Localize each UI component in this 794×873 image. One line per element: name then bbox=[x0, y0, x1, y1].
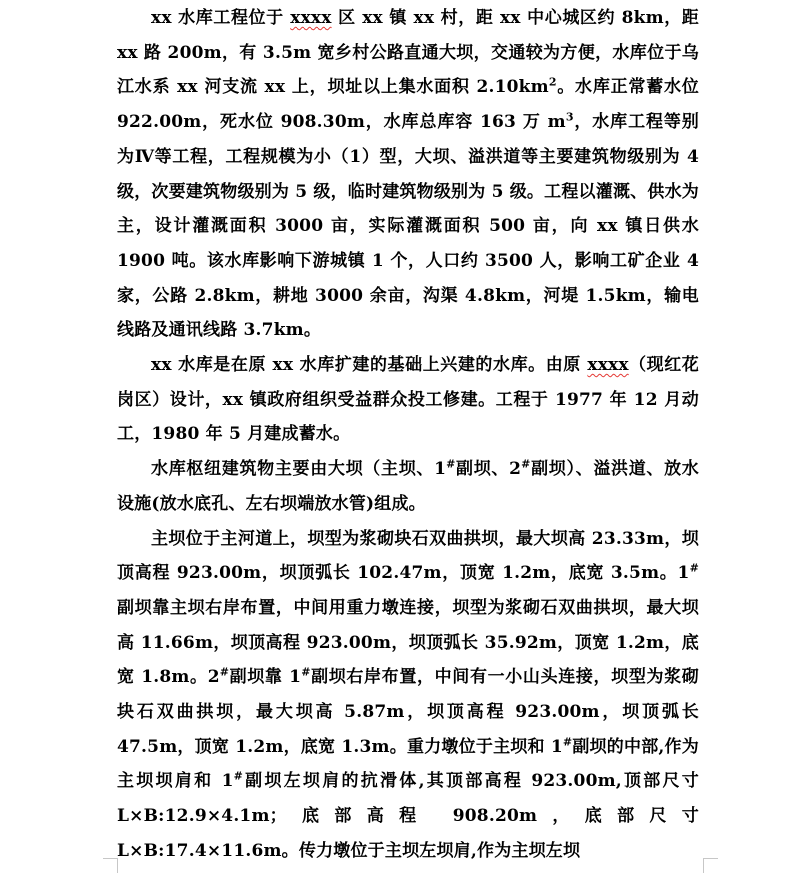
text-run: 副坝右岸布置，中间有一小山头连接，坝型为浆砌块石双曲拱坝，最大坝高 5.87m，坝顶高程 923.00m，坝顶弧长 47.5m，顶宽 1.2m，底宽 1.3m。重力墩位于主坝和 1 bbox=[117, 667, 699, 757]
superscript: # bbox=[301, 665, 311, 679]
text-run: 副坝靠主坝右岸布置，中间用重力墩连接，坝型为浆砌石双曲拱坝，最大坝高 11.66m，坝顶高程 923.00m，坝顶弧长 35.92m，顶宽 1.2m，底宽 1.8m。2 bbox=[117, 597, 699, 688]
text-run: （现红花岗区）设计，xx 镇政府组织受益群众投工修建。工程于 1977 年 12 月动工，1980 年 5 月建成蓄水。 bbox=[117, 355, 699, 445]
text-run: 区 xx 镇 xx 村，距 xx 中心城区约 8km，距 xx 路 200m，有 3.5m 宽乡村公路直通大坝，交通较为方便，水库位于乌江水系 xx 河支流 xx 上，坝址以上集水面积 2.10km bbox=[117, 8, 699, 98]
paragraph-4 bbox=[117, 522, 699, 869]
text-run: 主坝位于主河道上，坝型为浆砌块石双曲拱坝，最大坝高 23.33m，坝顶高程 923.00m，坝顶弧长 102.47m，顶宽 1.2m，底宽 3.5m。1 bbox=[117, 528, 699, 584]
text-run: 副坝靠 1 bbox=[229, 667, 302, 688]
page-corner-mark-right bbox=[703, 858, 718, 873]
superscript: # bbox=[521, 457, 531, 471]
page-corner-mark-left bbox=[103, 858, 118, 873]
superscript: # bbox=[562, 735, 573, 749]
paragraph-1 bbox=[117, 1, 699, 348]
text-run: ，水库工程等别为Ⅳ等工程，工程规模为小（1）型，大坝、溢洪道等主要建筑物级别为 4 级，次要建筑物级别为 5 级，临时建筑物级别为 5 级。工程以灌溉、供水为主，设计灌溉面积 3000 亩，实际灌溉面积 500 亩，向 xx 镇日供水 1900 吨。该水库影响下游城镇 1 个，人口约 3500 人，影响工矿企业 4 家，公路 2.8km，耕地 3000 余亩，沟渠 4.8km，河堤 1.5km，输电线路及通讯线路 3.7km。 bbox=[117, 112, 699, 341]
text-run: 。水库正常蓄水位 922.00m，死水位 908.30m，水库总库容 163 万 m bbox=[117, 77, 699, 133]
superscript: # bbox=[219, 665, 230, 679]
text-run: xx 水库工程位于 bbox=[151, 8, 291, 28]
document-body bbox=[117, 0, 699, 869]
text-run: 副坝左坝肩的抗滑体,其顶部高程 923.00m,顶部尺寸 L×B:12.9×4.1m；底部高程 908.20m，底部尺寸 L×B:17.4×11.6m。传力墩位于主坝左坝肩,作为主坝左坝 bbox=[117, 771, 700, 861]
text-run: 副坝、2 bbox=[455, 459, 522, 480]
spellcheck-flagged-word: xxxx bbox=[587, 355, 629, 376]
superscript: # bbox=[446, 457, 456, 471]
text-run: 副坝）、溢洪道、放水设施(放水底孔、左右坝端放水管)组成。 bbox=[117, 459, 700, 514]
superscript: # bbox=[689, 561, 699, 575]
text-run: 水库枢纽建筑物主要由大坝（主坝、1 bbox=[151, 459, 447, 480]
spellcheck-flagged-word: xxxx bbox=[290, 8, 332, 28]
paragraph-3 bbox=[117, 452, 699, 521]
superscript: 3 bbox=[565, 110, 574, 124]
text-run: 副坝的中部,作为主坝坝肩和 1 bbox=[117, 736, 699, 792]
superscript: 2 bbox=[548, 75, 557, 89]
text-run: xx 水库是在原 xx 水库扩建的基础上兴建的水库。由原 bbox=[151, 355, 588, 376]
paragraph-2 bbox=[117, 348, 699, 452]
superscript: # bbox=[233, 769, 244, 783]
